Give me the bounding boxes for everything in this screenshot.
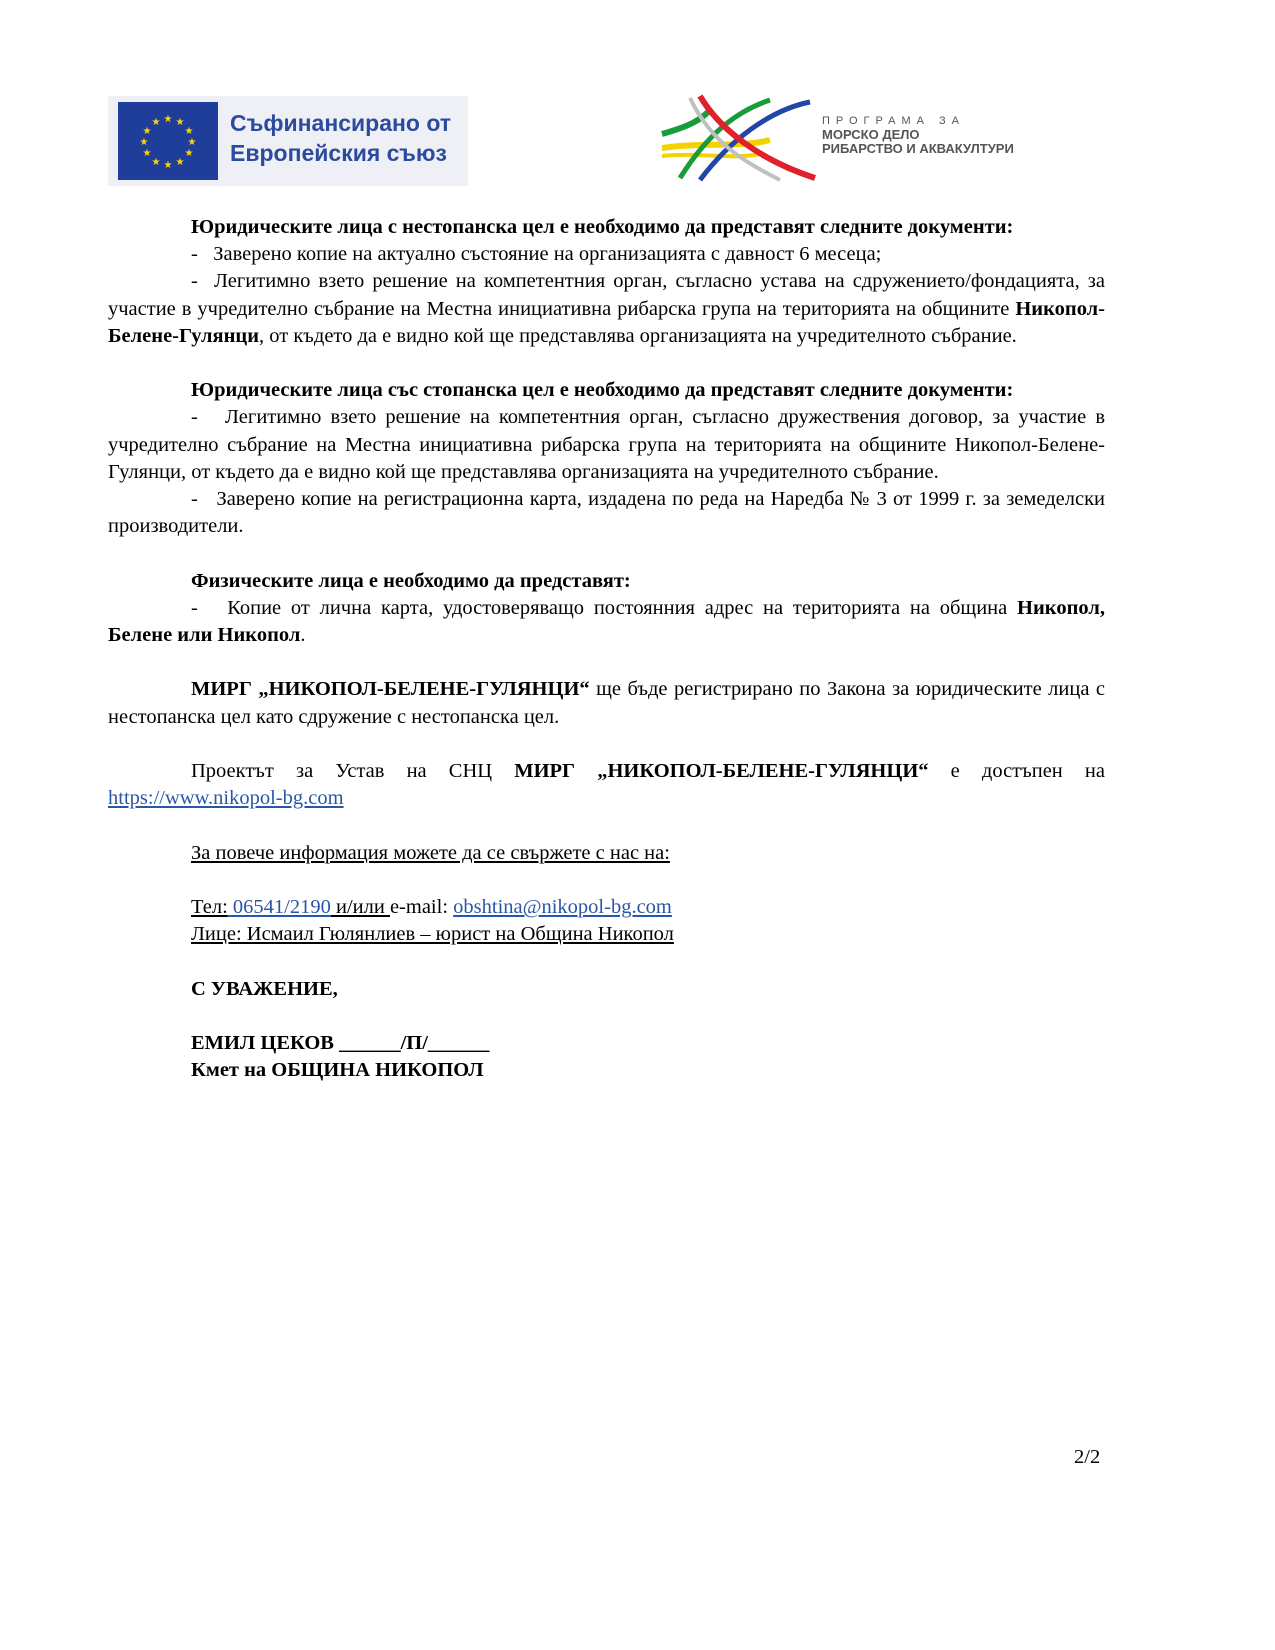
phone-link[interactable]: 06541/2190 [227,895,331,918]
registration-paragraph [108,676,1105,730]
svg-text:★: ★ [151,117,161,128]
document-body [108,214,1105,1084]
signature-name: ЕМИЛ ЦЕКОВ ______/П/______ [191,1031,490,1054]
section3-item1-bold: Никопол, Белене или Никопол [108,596,1105,647]
greeting: С УВАЖЕНИЕ, [191,977,338,1000]
eu-logo-line1: Съфинансирано от [230,110,452,136]
svg-text:★: ★ [175,157,185,168]
section1-item1-text: Заверено копие на актуално състояние на организацията с давност 6 месеца; [213,243,882,266]
section1-heading: Юридическите лица с нестопанска цел е необходимо да представят следните документи: [191,216,1014,238]
section3-item1: - Копие от лична карта, удостоверяващо постоянния адрес на територията на община Никопол, Белене или Никопол. [108,596,1105,647]
program-logo-text [822,114,1014,156]
eu-cofunded-logo [108,96,468,186]
registration-text: ще бъде регистрирано по Закона за юридическите лица с нестопанска цел като сдружение с нестопанска цел. [108,678,1105,728]
section1-item2-text-a: Легитимно взето решение на компетентния орган, съгласно устава на сдружението/фондацията, за участие в учредително събрание на Местна инициативна рибарска група на територията на общините [108,270,1105,320]
section2-heading: Юридическите лица със стопанска цел е необходимо да представят следните документи: [191,379,1014,402]
registration-org-name: МИРГ „НИКОПОЛ-БЕЛЕНЕ-ГУЛЯНЦИ“ [191,678,590,701]
program-line2: МОРСКО ДЕЛО [822,127,920,142]
svg-text:★: ★ [184,126,194,137]
email-link[interactable]: obshtina@nikopol-bg.com [453,895,672,918]
contact-person [108,921,1105,948]
email-label: e-mail: [389,895,454,918]
svg-text:★: ★ [163,160,173,171]
section2-item2-text: Заверено копие на регистрационна карта, издадена по реда на Наредба № 3 от 1999 г. за земеделски производители. [108,488,1105,538]
section3-heading: Физическите лица е необходимо да представят: [191,569,631,592]
svg-text:★: ★ [139,137,149,148]
svg-text:★: ★ [163,114,173,125]
section1-item1: - Заверено копие на актуално състояние на организацията с давност 6 месеца; [191,243,882,266]
phone-label: Тел: [191,895,228,918]
section2-item1: - Легитимно взето решение на компетентния орган, съгласно дружествения договор, за участие в учредително събрание на Местна инициативна рибарска група на територията на общините Никопол-Белене-Гулянци, от където да е видно кой ще представлява организацията на учредителното събрание. [108,406,1105,483]
contact-person-text: Лице: Исмаил Гюлянлиев – юрист на Община Никопол [191,923,674,946]
svg-text:★: ★ [151,157,161,168]
contact-line [108,894,1105,921]
svg-text:★: ★ [187,137,197,148]
section2-item2: - Заверено копие на регистрационна карта, издадена по реда на Наредба № 3 от 1999 г. за земеделски производители. [108,488,1105,538]
maritime-program-logo [660,90,1110,190]
section1-item2-bold: Никопол-Белене-Гулянци [108,297,1105,347]
eu-logo-text [230,108,451,168]
contact-intro [108,840,1105,867]
svg-text:★: ★ [142,126,152,137]
statute-text-b: е достъпен на [928,760,1105,782]
section1-item2: - Легитимно взето решение на компетентния орган, съгласно устава на сдружението/фондацията, за участие в учредително събрание на Местна инициативна рибарска група на територията на общините Никопол-Белене-Гулянци, от където да е видно кой ще представлява организацията на учредителното събрание. [108,270,1105,347]
svg-text:★: ★ [184,148,194,159]
section3-item1-text-a: Копие от лична карта, удостоверяващо постоянния адрес на територията на община [227,596,1018,619]
program-emblem-icon [660,90,820,190]
contact-intro-text: За повече информация можете да се свържете с нас на: [191,841,670,864]
website-link[interactable]: https://www.nikopol-bg.com [108,787,344,810]
program-line1: ПРОГРАМА ЗА [822,115,965,127]
statute-paragraph [108,758,1105,812]
eu-logo-line2: Европейския съюз [230,140,447,166]
page-number: 2/2 [1074,1446,1101,1468]
section1-item2-text-b: , от където да е видно кой ще представлява организацията на учредителното събрание. [259,324,1017,347]
svg-text:★: ★ [142,148,152,159]
and-or-text: и/или [330,895,390,918]
statute-org-name: МИРГ „НИКОПОЛ-БЕЛЕНЕ-ГУЛЯНЦИ“ [514,760,929,782]
eu-flag-icon [118,102,218,180]
svg-text:★: ★ [175,117,185,128]
program-line3: РИБАРСТВО И АКВАКУЛТУРИ [822,141,1014,156]
section2-item1-text: Легитимно взето решение на компетентния орган, съгласно дружествения договор, за участие в учредително събрание на Местна инициативна рибарска група на територията на общините Никопол-Белене-Гулянци, от където да е видно кой ще представлява организацията на учредителното събрание. [108,406,1105,483]
section3-item1-text-b: . [300,624,306,647]
signature-title: Кмет на ОБЩИНА НИКОПОЛ [191,1059,484,1082]
statute-text-a: Проектът за Устав на СНЦ [191,760,515,782]
